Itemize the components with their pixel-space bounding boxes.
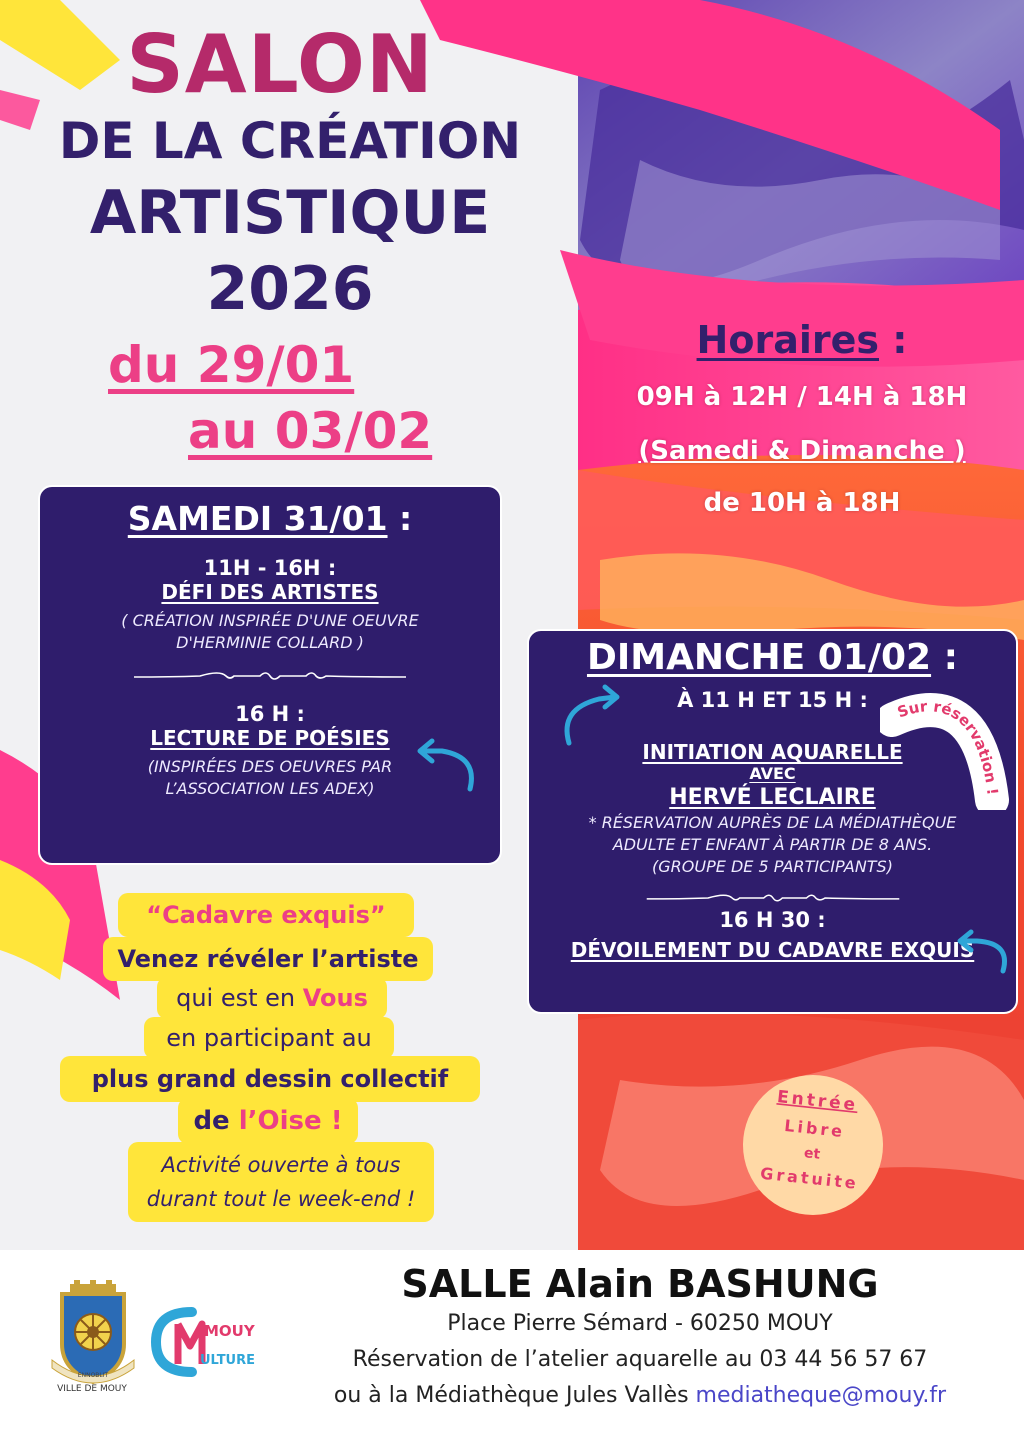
sunday-event1-with: AVEC <box>749 764 796 783</box>
hours-weekend-label: (Samedi & Dimanche ) <box>638 436 966 466</box>
sunday-event1-note <box>529 812 1016 878</box>
saturday-event2-title: LECTURE DE POÉSIES <box>150 726 390 750</box>
curved-arrow-icon <box>412 737 482 797</box>
saturday-event1-title: DÉFI DES ARTISTES <box>161 580 379 604</box>
entree-line-3: et <box>803 1145 821 1163</box>
free-entry-badge <box>738 1070 888 1220</box>
saturday-event1-note-line: D'HERMINIE COLLARD ) <box>176 633 364 652</box>
mouy-crest-logo <box>48 1280 138 1400</box>
cadavre-line-2b: Vous <box>302 984 368 1012</box>
cadavre-line-3: en participant au <box>144 1017 394 1059</box>
sunday-event1-host: HERVÉ LECLAIRE <box>669 785 876 810</box>
sunday-event1-note-line: ADULTE ET ENFANT À PARTIR DE 8 ANS. <box>612 835 933 854</box>
title-year: 2026 <box>206 254 374 324</box>
hours-weekday: 09H à 12H / 14H à 18H <box>636 382 968 412</box>
venue-address: Place Pierre Sémard - 60250 MOUY <box>447 1311 833 1336</box>
footer <box>0 1250 1024 1448</box>
svg-text:Sur réservation ! <box>895 697 1002 796</box>
title-creation: DE LA CRÉATION <box>58 112 522 170</box>
sunday-event1-time: À 11 H ET 15 H : <box>677 688 868 712</box>
venue-name: SALLE Alain BASHUNG <box>401 1262 879 1306</box>
sunday-event1-title: INITIATION AQUARELLE <box>642 740 903 764</box>
cadavre-line-2a: qui est en <box>176 984 303 1012</box>
opening-hours <box>582 318 1022 518</box>
saturday-event1-note <box>40 610 500 654</box>
email-link[interactable]: mediatheque@mouy.fr <box>695 1383 947 1408</box>
reservation-badge <box>880 690 1020 810</box>
saturday-event2-time: 16 H : <box>235 702 305 726</box>
mouy-culture-logo <box>148 1302 258 1382</box>
date-to: au 03/02 <box>188 402 433 460</box>
entree-line-4: Gratuite <box>759 1163 860 1193</box>
entree-line-1: Entrée <box>776 1087 860 1116</box>
logo-culture-text: ULTURE <box>200 1353 256 1368</box>
saturday-event1-time: 11H - 16H : <box>203 556 337 580</box>
hours-weekend: de 10H à 18H <box>703 488 901 518</box>
cadavre-note-line: durant tout le week-end ! <box>146 1187 416 1211</box>
venue-reservation: Réservation de l’atelier aquarelle au 03 44 56 57 67 <box>352 1347 928 1372</box>
sunday-event2-time: 16 H 30 : <box>719 908 826 932</box>
cadavre-line-1: Venez révéler l’artiste <box>103 937 433 981</box>
sunday-heading <box>529 637 1016 678</box>
venue-mediatheque <box>300 1378 980 1414</box>
saturday-date: SAMEDI 31/01 <box>127 499 388 538</box>
saturday-colon: : <box>387 499 413 538</box>
title-artistique: ARTISTIQUE <box>89 178 491 248</box>
cadavre-line-2 <box>157 977 387 1019</box>
crest-caption: VILLE DE MOUY <box>57 1384 127 1394</box>
curved-arrow-icon <box>953 929 1013 979</box>
hours-heading <box>582 318 1022 362</box>
sunday-event1-note-line: * RÉSERVATION AUPRÈS DE LA MÉDIATHÈQUE <box>588 813 957 832</box>
cadavre-note-line: Activité ouverte à tous <box>161 1153 401 1177</box>
hours-weekend-label-row <box>582 436 1022 466</box>
saturday-event1-note-line: ( CRÉATION INSPIRÉE D'UNE OEUVRE <box>121 611 419 630</box>
crest-motto: ENNOBLIT <box>77 1372 109 1379</box>
cadavre-line-5a: de <box>193 1106 239 1136</box>
hours-colon: : <box>879 318 908 362</box>
divider-flourish <box>130 668 410 684</box>
title-salon: SALON <box>126 18 434 111</box>
venue-mediatheque-prefix: ou à la Médiathèque Jules Vallès <box>333 1383 696 1408</box>
logo-mouy-text: MOUY <box>204 1322 255 1340</box>
cadavre-line-4: plus grand dessin collectif <box>60 1056 480 1102</box>
date-from: du 29/01 <box>108 336 355 394</box>
sunday-event1-note-line: (GROUPE DE 5 PARTICIPANTS) <box>652 857 893 876</box>
saturday-program <box>38 485 502 865</box>
sunday-program <box>527 629 1018 1014</box>
venue-info <box>300 1262 980 1414</box>
entree-line-2: Libre <box>783 1115 846 1142</box>
cadavre-line-5b: l’Oise ! <box>238 1106 343 1136</box>
divider-flourish <box>643 890 903 906</box>
cadavre-title: “Cadavre exquis” <box>118 893 414 937</box>
cadavre-line-5 <box>178 1098 358 1144</box>
saturday-event2-note-line: (INSPIRÉES DES OEUVRES PAR <box>147 757 393 776</box>
sunday-date: DIMANCHE 01/02 <box>586 637 932 678</box>
cadavre-note <box>128 1142 434 1222</box>
reservation-badge-text: Sur réservation ! <box>895 697 1002 796</box>
curved-arrow-icon <box>559 681 629 751</box>
hours-label: Horaires <box>696 318 879 362</box>
sunday-event2-title: DÉVOILEMENT DU CADAVRE EXQUIS <box>570 938 975 962</box>
saturday-event2-note-line: L’ASSOCIATION LES ADEX) <box>165 779 375 798</box>
saturday-heading <box>40 499 500 538</box>
sunday-colon: : <box>931 637 959 678</box>
